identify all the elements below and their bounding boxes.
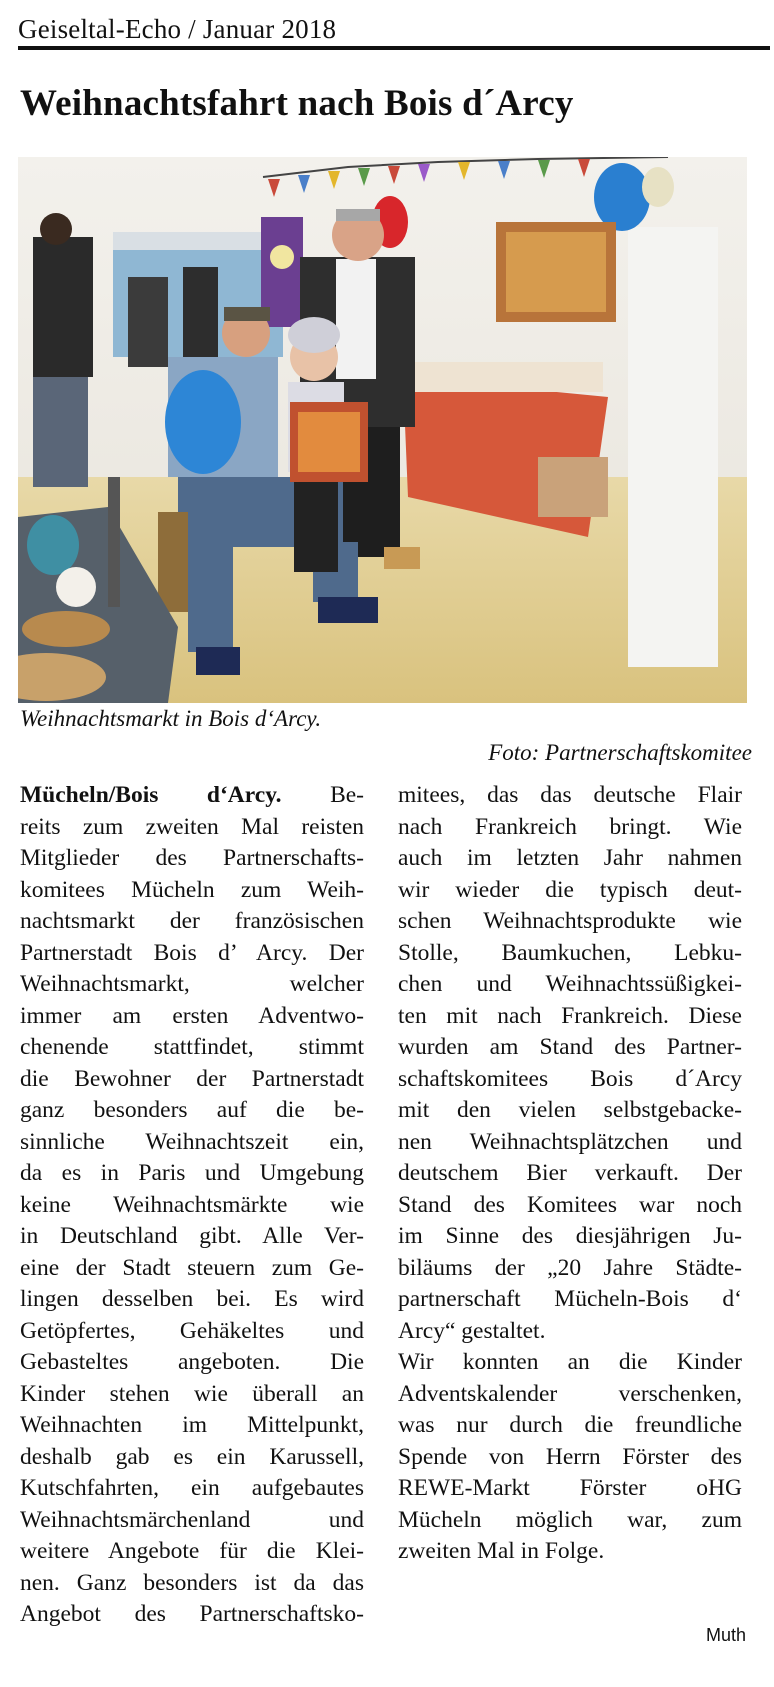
article-line: keine Weihnachtsmärkte wie [20, 1191, 364, 1218]
article-line: was nur durch die freundliche [398, 1412, 742, 1438]
article-line: da es in Paris und Umgebung [20, 1160, 364, 1186]
article-line: Gebasteltes angeboten. Die [20, 1349, 364, 1375]
article-line: Angebot des Partnerschaftsko- [20, 1601, 364, 1627]
article-line: Stolle, Baumkuchen, Lebku- [398, 939, 742, 966]
article-line: ten mit nach Frankreich. Diese [398, 1002, 742, 1029]
article-line: wurden am Stand des Partner- [398, 1034, 742, 1060]
article-line: im Sinne des diesjährigen Ju- [398, 1223, 742, 1249]
article-line [20, 780, 364, 812]
article-line: in Deutschland gibt. Alle Ver- [20, 1223, 364, 1249]
article-line: partnerschaft Mücheln-Bois d‘ [398, 1286, 742, 1312]
article-line: reits zum zweiten Mal reisten [20, 813, 364, 840]
article-line: Partnerstadt Bois d’ Arcy. Der [20, 939, 364, 966]
article-line: Wir konnten an die Kinder [398, 1349, 742, 1375]
article-line: Weihnachtsmärchenland und [20, 1506, 364, 1533]
article-line: nachtsmarkt der französischen [20, 908, 364, 934]
publication-title: Geiseltal-Echo / Januar 2018 [18, 14, 337, 44]
article-line: Arcy“ gestaltet. [398, 1317, 546, 1344]
newspaper-header [18, 10, 770, 50]
article-line: Mitglieder des Partnerschafts- [20, 845, 364, 871]
article-line: weitere Angebote für die Klei- [20, 1538, 364, 1564]
article-line: biläums der „20 Jahre Städte- [398, 1254, 742, 1281]
article-line: nach Frankreich bringt. Wie [398, 813, 742, 840]
article-line: deshalb gab es ein Karussell, [20, 1443, 364, 1470]
article-line: mitees, das das deutsche Flair [398, 782, 742, 808]
article-line: eine der Stadt steuern zum Ge- [20, 1254, 364, 1281]
article-line: REWE-Markt Förster oHG [398, 1475, 742, 1501]
article-column-right [398, 780, 742, 1568]
article-line: chen und Weihnachtssüßigkei- [398, 971, 742, 997]
photo-caption: Weihnachtsmarkt in Bois d‘Arcy. [20, 706, 322, 731]
article-line: Spende von Herrn Förster des [398, 1443, 742, 1470]
article-line: lingen desselben bei. Es wird [20, 1286, 364, 1312]
article-line: Weihnachtsmarkt, welcher [20, 971, 364, 997]
article-line: auch im letzten Jahr nahmen [398, 845, 742, 871]
article-line: mit den vielen selbstgebacke- [398, 1097, 742, 1123]
article-line: sinnliche Weihnachtszeit ein, [20, 1128, 364, 1155]
article-line: die Bewohner der Partnerstadt [20, 1065, 364, 1092]
article-line: deutschem Bier verkauft. Der [398, 1160, 742, 1186]
photo-credit: Foto: Partnerschaftskomitee [488, 740, 752, 765]
article-line: Weihnachten im Mittelpunkt, [20, 1412, 364, 1438]
article-line: nen. Ganz besonders ist da das [20, 1569, 364, 1596]
article-line: Mücheln möglich war, zum [398, 1506, 742, 1533]
article-lead: Mücheln/Bois d‘Arcy. [20, 782, 282, 808]
article-line: Kinder stehen wie überall an [20, 1380, 364, 1407]
article-author: Muth [705, 1625, 746, 1645]
article-line: schaftskomitees Bois d´Arcy [398, 1065, 742, 1092]
article-line: Kutschfahrten, ein aufgebautes [20, 1475, 364, 1501]
article-line: ganz besonders auf die be- [20, 1097, 364, 1123]
article-line: nen Weihnachtsplätzchen und [398, 1128, 742, 1155]
article-line: Getöpfertes, Gehäkeltes und [20, 1317, 364, 1344]
article-line: Adventskalender verschenken, [398, 1380, 742, 1407]
article-line: wir wieder die typisch deut- [398, 876, 742, 903]
article-line-text: Be- [330, 782, 364, 808]
article-line: chenende stattfindet, stimmt [20, 1034, 364, 1060]
article-line: zweiten Mal in Folge. [398, 1538, 605, 1564]
article-headline: Weihnachtsfahrt nach Bois d´Arcy [20, 83, 574, 124]
article-line: Stand des Komitees war noch [398, 1191, 742, 1218]
article-line: immer am ersten Adventwo- [20, 1002, 364, 1029]
article-line: schen Weihnachtsprodukte wie [398, 908, 742, 934]
article-line: komitees Mücheln zum Weih- [20, 876, 364, 903]
article-photo [18, 157, 747, 703]
article-column-left [20, 780, 364, 1631]
